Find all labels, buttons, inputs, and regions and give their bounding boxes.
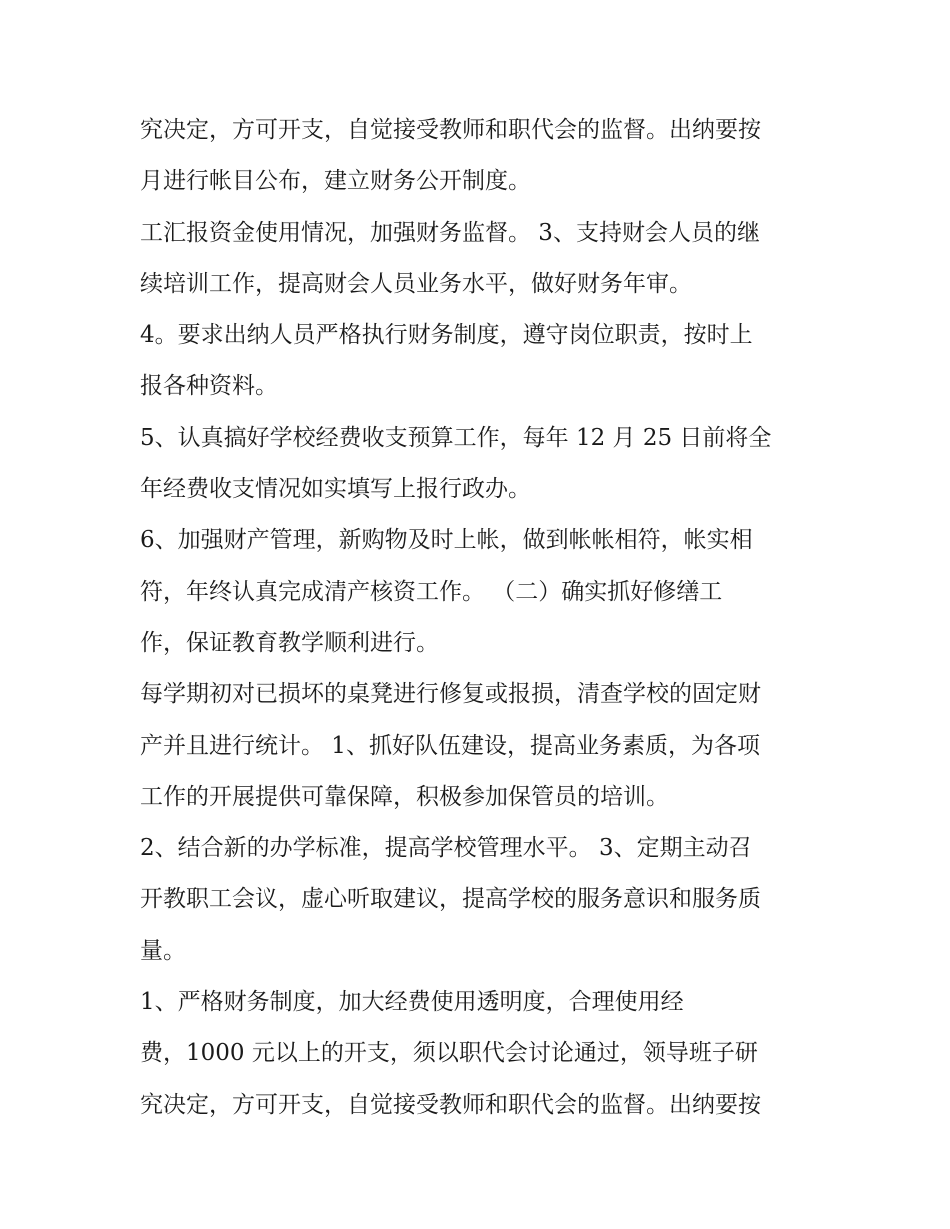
- text-line: 每学期初对已损坏的桌凳进行修复或报损，清查学校的固定财: [140, 681, 761, 708]
- text-line: 续培训工作，提高财会人员业务水平，做好财务年审。: [140, 270, 692, 297]
- text-line: 费，1000 元以上的开支，须以职代会讨论通过，领导班子研: [140, 1040, 758, 1067]
- text-line: 1、严格财务制度，加大经费使用透明度，合理使用经: [140, 989, 684, 1016]
- text-line: 量。: [140, 937, 186, 964]
- text-line: 作，保证教育教学顺利进行。: [140, 629, 439, 656]
- text-line: 工汇报资金使用情况，加强财务监督。 3、支持财会人员的继: [140, 219, 760, 246]
- text-line: 开教职工会议，虚心听取建议，提高学校的服务意识和服务质: [140, 886, 761, 913]
- text-line: 月进行帐目公布，建立财务公开制度。: [140, 168, 531, 195]
- text-line: 6、加强财产管理，新购物及时上帐，做到帐帐相符，帐实相: [140, 527, 753, 554]
- text-line: 究决定，方可开支，自觉接受教师和职代会的监督。出纳要按: [140, 1091, 761, 1118]
- text-line: 工作的开展提供可靠保障，积极参加保管员的培训。: [140, 783, 669, 810]
- text-line: 究决定，方可开支，自觉接受教师和职代会的监督。出纳要按: [140, 117, 761, 143]
- text-line: 2、结合新的办学标准，提高学校管理水平。 3、定期主动召: [140, 835, 752, 862]
- text-line: 报各种资料。: [140, 373, 278, 400]
- text-line: 年经费收支情况如实填写上报行政办。: [140, 476, 531, 503]
- text-line: 符，年终认真完成清产核资工作。 （二）确实抓好修缮工: [140, 578, 723, 605]
- text-line: 产并且进行统计。 1、抓好队伍建设，提高业务素质，为各项: [140, 732, 760, 759]
- text-line: 5、认真搞好学校经费收支预算工作，每年 12 月 25 日前将全: [140, 424, 772, 451]
- document-body: [140, 105, 820, 1131]
- text-line: 4。要求出纳人员严格执行财务制度，遵守岗位职责，按时上: [140, 322, 753, 349]
